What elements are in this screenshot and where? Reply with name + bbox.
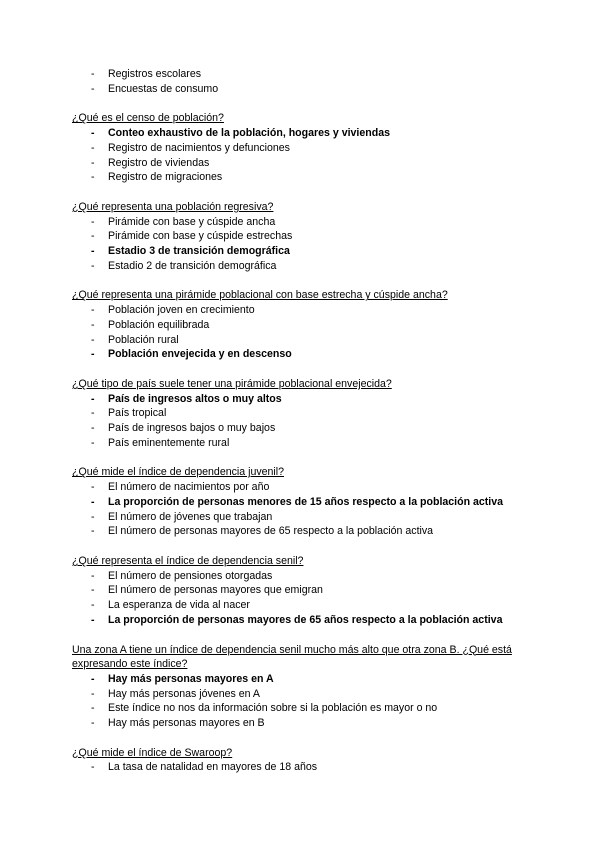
option-item-correct: - La proporción de personas mayores de 65 años respecto a la población activa xyxy=(91,613,503,626)
option-item: - País de ingresos bajos o muy bajos xyxy=(91,422,276,435)
option-item: - Este índice no nos da información sobre si la población es mayor o no xyxy=(91,702,438,715)
option-text: El número de personas mayores de 65 respecto a la población activa xyxy=(108,525,434,538)
option-item: - El número de personas mayores que emigran xyxy=(91,584,323,597)
option-text: Registro de viviendas xyxy=(108,156,210,169)
question-text: ¿Qué mide el índice de Swaroop? xyxy=(72,746,233,759)
option-text: Registro de migraciones xyxy=(108,171,223,184)
option-item: - Pirámide con base y cúspide estrechas xyxy=(91,230,293,243)
option-item-correct: - País de ingresos altos o muy altos xyxy=(91,392,282,405)
option-text: Estadio 2 de transición demográfica xyxy=(108,259,277,272)
option-item: - Registros escolares xyxy=(91,68,202,80)
option-item: - Estadio 2 de transición demográfica xyxy=(91,259,277,272)
option-text: El número de nacimientos por año xyxy=(108,481,270,494)
question-text: ¿Qué representa el índice de dependencia senil? xyxy=(72,554,304,567)
option-text: El número de jóvenes que trabajan xyxy=(108,510,273,523)
option-text: Pirámide con base y cúspide ancha xyxy=(108,215,276,228)
option-text: Encuestas de consumo xyxy=(108,82,219,95)
option-text: La proporción de personas menores de 15 años respecto a la población activa xyxy=(108,495,504,508)
option-text: Pirámide con base y cúspide estrechas xyxy=(108,230,293,243)
option-item: - País eminentemente rural xyxy=(91,436,230,449)
question-block-3 xyxy=(72,288,532,362)
question-block-4 xyxy=(72,377,532,451)
option-text: La proporción de personas mayores de 65 años respecto a la población activa xyxy=(108,613,503,626)
option-item-correct: - Estadio 3 de transición demográfica xyxy=(91,245,290,258)
question-block-7 xyxy=(72,643,532,731)
option-item: - Población equilibrada xyxy=(91,318,210,331)
option-text: Hay más personas mayores en A xyxy=(108,672,274,685)
option-item: - Registro de viviendas xyxy=(91,156,210,169)
option-item: - Encuestas de consumo xyxy=(91,82,219,95)
option-text: Estadio 3 de transición demográfica xyxy=(108,245,290,258)
option-list xyxy=(72,126,532,185)
option-text: El número de personas mayores que emigran xyxy=(108,584,323,597)
option-text: Este índice no nos da información sobre si la población es mayor o no xyxy=(108,702,438,715)
option-item: - Población rural xyxy=(91,333,179,346)
option-text: Conteo exhaustivo de la población, hogares y viviendas xyxy=(108,127,390,140)
option-text: Registros escolares xyxy=(108,68,202,80)
option-item-correct: - La proporción de personas menores de 15 años respecto a la población activa xyxy=(91,495,504,508)
option-list xyxy=(72,480,532,539)
option-text: Población joven en crecimiento xyxy=(108,304,255,317)
option-item-correct: - Población envejecida y en descenso xyxy=(91,348,292,361)
option-item: - El número de nacimientos por año xyxy=(91,481,270,494)
option-text: Población equilibrada xyxy=(108,318,210,331)
question-block-1 xyxy=(72,111,532,185)
option-item: - Hay más personas jóvenes en A xyxy=(91,687,260,700)
option-item: - Hay más personas mayores en B xyxy=(91,717,265,730)
option-text: País de ingresos bajos o muy bajos xyxy=(108,422,276,435)
intro-option-list xyxy=(72,67,532,96)
question-block-2 xyxy=(72,200,532,274)
option-text: Población envejecida y en descenso xyxy=(108,348,292,361)
option-text: País eminentemente rural xyxy=(108,436,230,449)
option-list xyxy=(72,760,532,775)
question-text: Una zona A tiene un índice de dependencia senil mucho más alto que otra zona B. ¿Qué está expresando este índice? xyxy=(72,643,512,671)
option-text: Registro de nacimientos y defunciones xyxy=(108,141,290,154)
option-item: - El número de personas mayores de 65 respecto a la población activa xyxy=(91,525,434,538)
option-item: - Registro de migraciones xyxy=(91,171,223,184)
option-list xyxy=(72,215,532,274)
option-item: - El número de pensiones otorgadas xyxy=(91,569,273,582)
option-item: - La tasa de natalidad en mayores de 18 años xyxy=(91,761,318,774)
option-item-correct: - Conteo exhaustivo de la población, hogares y viviendas xyxy=(91,127,390,140)
option-text: País de ingresos altos o muy altos xyxy=(108,392,282,405)
question-block-8 xyxy=(72,746,532,775)
option-item: - Población joven en crecimiento xyxy=(91,304,255,317)
option-item: - País tropical xyxy=(91,407,167,420)
option-item: - El número de jóvenes que trabajan xyxy=(91,510,273,523)
option-item: - Pirámide con base y cúspide ancha xyxy=(91,215,276,228)
option-text: Hay más personas mayores en B xyxy=(108,717,265,730)
option-item-correct: - Hay más personas mayores en A xyxy=(91,672,274,685)
option-list xyxy=(72,569,532,628)
document-page xyxy=(72,67,532,775)
option-text: El número de pensiones otorgadas xyxy=(108,569,273,582)
option-text: Hay más personas jóvenes en A xyxy=(108,687,260,700)
option-list xyxy=(72,303,532,362)
question-block-6 xyxy=(72,554,532,628)
question-text: ¿Qué tipo de país suele tener una pirámide poblacional envejecida? xyxy=(72,377,392,390)
option-text: Población rural xyxy=(108,333,179,346)
option-item: - La esperanza de vida al nacer xyxy=(91,599,250,612)
option-item: - Registro de nacimientos y defunciones xyxy=(91,141,290,154)
question-text: ¿Qué mide el índice de dependencia juvenil? xyxy=(72,466,285,479)
question-block-5 xyxy=(72,465,532,539)
question-text: ¿Qué es el censo de población? xyxy=(72,112,224,125)
option-text: La esperanza de vida al nacer xyxy=(108,599,250,612)
option-list xyxy=(72,392,532,451)
question-text: ¿Qué representa una pirámide poblacional con base estrecha y cúspide ancha? xyxy=(72,289,448,302)
question-text: ¿Qué representa una población regresiva? xyxy=(72,200,274,213)
option-text: La tasa de natalidad en mayores de 18 años xyxy=(108,761,318,774)
option-text: País tropical xyxy=(108,407,167,420)
option-list xyxy=(72,672,532,731)
